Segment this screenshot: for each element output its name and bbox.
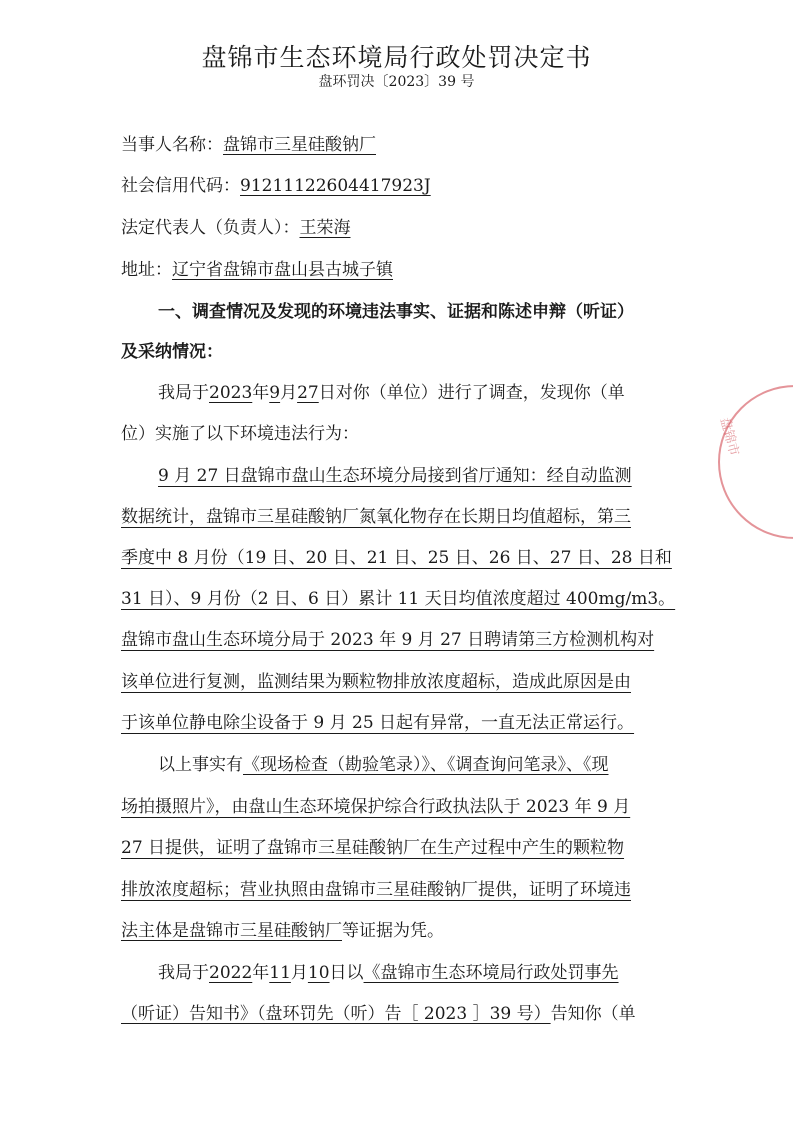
- section1-heading-line1: 一、调查情况及发现的环境违法事实、证据和陈述申辩（听证）: [158, 302, 634, 322]
- party-name-label: 当事人名称：: [121, 135, 223, 155]
- investigation-year: 2023: [209, 383, 253, 403]
- evidence-line: 以上事实有《现场检查（勘验笔录）》、《调查询问笔录》、《现: [158, 755, 609, 775]
- violation-line: 该单位进行复测，监测结果为颗粒物排放浓度超标，造成此原因是由: [121, 672, 631, 692]
- section1-heading-line2: 及采纳情况：: [121, 342, 223, 362]
- investigation-month: 9: [269, 383, 281, 403]
- notice-line: （听证）告知书》（盘环罚先（听）告［ 2023 ］39 号）告知你（单: [121, 1004, 636, 1024]
- violation-line: 31 日）、9 月份（2 日、6 日）累计 11 天日均值浓度超过 400mg/m3。: [121, 589, 676, 609]
- investigation-day: 27: [297, 383, 319, 403]
- seal-text: 盘锦市: [716, 416, 742, 458]
- notice-day: 10: [307, 963, 330, 983]
- legal-rep-value: 王荣海: [299, 218, 351, 238]
- notice-month: 11: [269, 963, 291, 983]
- investigation-line1: 我局于2023年9月27日对你（单位）进行了调查，发现你（单: [158, 383, 625, 403]
- evidence-line: 场拍摄照片》，由盘山生态环境保护综合行政执法队于 2023 年 9 月: [121, 797, 631, 817]
- violation-line: 季度中 8 月份（19 日、20 日、21 日、25 日、26 日、27 日、28 日和: [121, 548, 672, 568]
- violation-line: 9 月 27 日盘锦市盘山生态环境分局接到省厅通知：经自动监测: [158, 466, 632, 486]
- credit-code-row: [121, 171, 431, 196]
- evidence-line: 27 日提供，证明了盘锦市三星硅酸钠厂在生产过程中产生的颗粒物: [121, 838, 625, 858]
- address-value: 辽宁省盘锦市盘山县古城子镇: [172, 260, 393, 280]
- notice-line: 我局于2022年11月10日以《盘锦市生态环境局行政处罚事先: [158, 963, 619, 983]
- document-number: 盘环罚决〔2023〕39 号: [318, 74, 475, 90]
- address-label: 地址：: [121, 260, 172, 280]
- violation-line: 盘锦市盘山生态环境分局于 2023 年 9 月 27 日聘请第三方检测机构对: [121, 630, 655, 650]
- credit-code-value: 91211122604417923J: [240, 176, 431, 196]
- legal-rep-label: 法定代表人（负责人）：: [121, 218, 300, 238]
- address-row: [121, 255, 393, 280]
- official-seal-stamp: [718, 385, 793, 539]
- evidence-line: 法主体是盘锦市三星硅酸钠厂等证据为凭。: [121, 921, 444, 941]
- legal-rep-row: [121, 213, 351, 238]
- investigation-line2: 位）实施了以下环境违法行为：: [121, 424, 359, 444]
- violation-line: 数据统计，盘锦市三星硅酸钠厂氮氧化物存在长期日均值超标，第三: [121, 507, 631, 527]
- notice-year: 2022: [209, 963, 253, 983]
- credit-code-label: 社会信用代码：: [121, 176, 240, 196]
- evidence-line: 排放浓度超标；营业执照由盘锦市三星硅酸钠厂提供，证明了环境违: [121, 880, 631, 900]
- party-name-value: 盘锦市三星硅酸钠厂: [223, 135, 376, 155]
- party-name-row: [121, 130, 376, 155]
- violation-line: 于该单位静电除尘设备于 9 月 25 日起有异常，一直无法正常运行。: [121, 713, 635, 733]
- document-title: 盘锦市生态环境局行政处罚决定书: [201, 43, 592, 72]
